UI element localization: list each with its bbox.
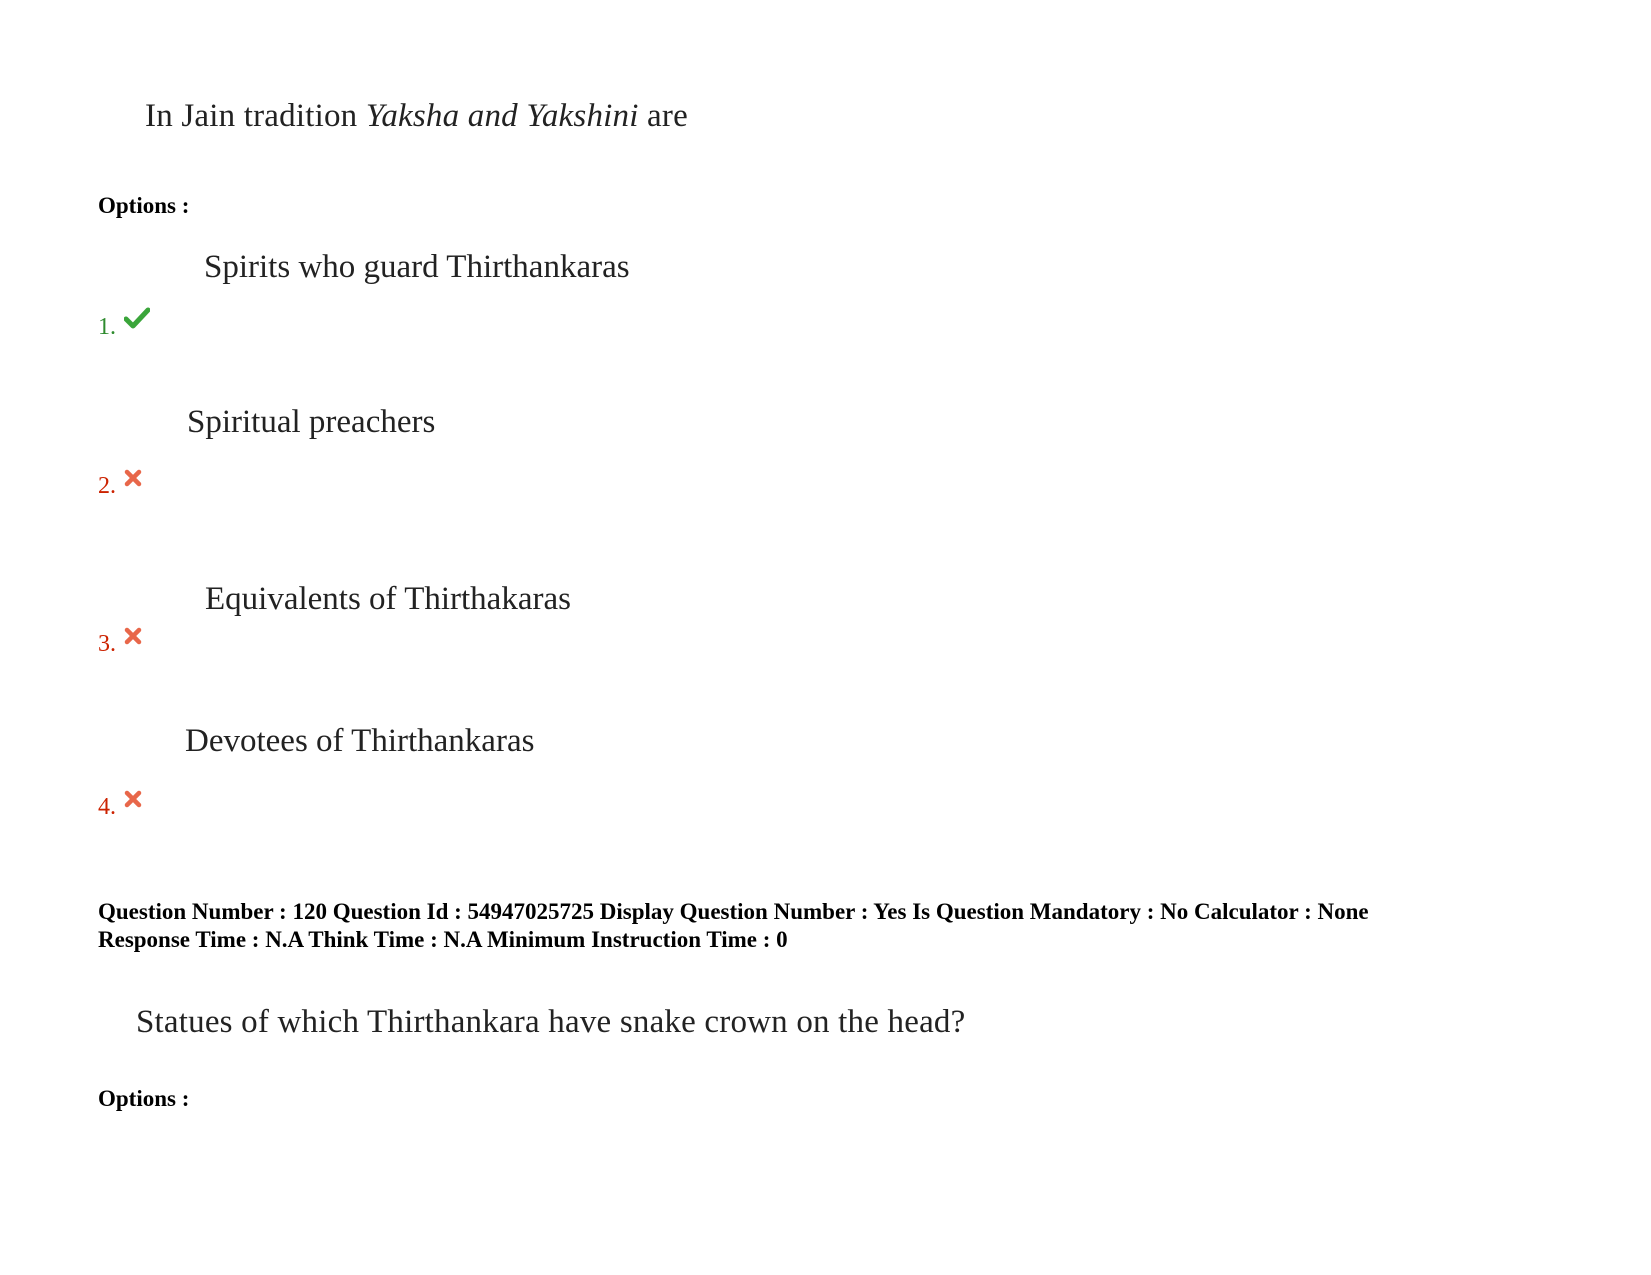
option-2-text: Spiritual preachers xyxy=(187,404,436,440)
option-1-marker xyxy=(98,313,150,342)
question-meta-line-1: Question Number : 120 Question Id : 54947025725 Display Question Number : Yes Is Question Mandatory : No Calculator : None xyxy=(98,899,1369,924)
cross-icon xyxy=(124,467,142,494)
question-text xyxy=(145,98,688,135)
option-1-text: Spirits who guard Thirthankaras xyxy=(204,249,630,285)
option-4-text: Devotees of Thirthankaras xyxy=(185,723,535,759)
option-3-marker xyxy=(98,631,142,658)
option-1-number: 1. xyxy=(98,314,116,340)
check-icon xyxy=(124,307,150,336)
option-2-number: 2. xyxy=(98,473,116,499)
options-label-2: Options : xyxy=(98,1086,190,1111)
question-text-suffix: are xyxy=(638,98,688,134)
option-3-number: 3. xyxy=(98,631,116,657)
cross-icon xyxy=(124,788,142,815)
options-label: Options : xyxy=(98,193,190,218)
question-text-prefix: In Jain tradition xyxy=(145,98,366,134)
cross-icon xyxy=(124,625,142,652)
option-4-marker xyxy=(98,794,142,821)
question-2-text: Statues of which Thirthankara have snake crown on the head? xyxy=(136,1004,966,1040)
option-4-number: 4. xyxy=(98,794,116,820)
option-2-marker xyxy=(98,473,142,500)
question-text-italic: Yaksha and Yakshini xyxy=(365,98,639,134)
question-meta-line-2: Response Time : N.A Think Time : N.A Minimum Instruction Time : 0 xyxy=(98,927,788,952)
option-3-text: Equivalents of Thirthakaras xyxy=(205,581,571,617)
